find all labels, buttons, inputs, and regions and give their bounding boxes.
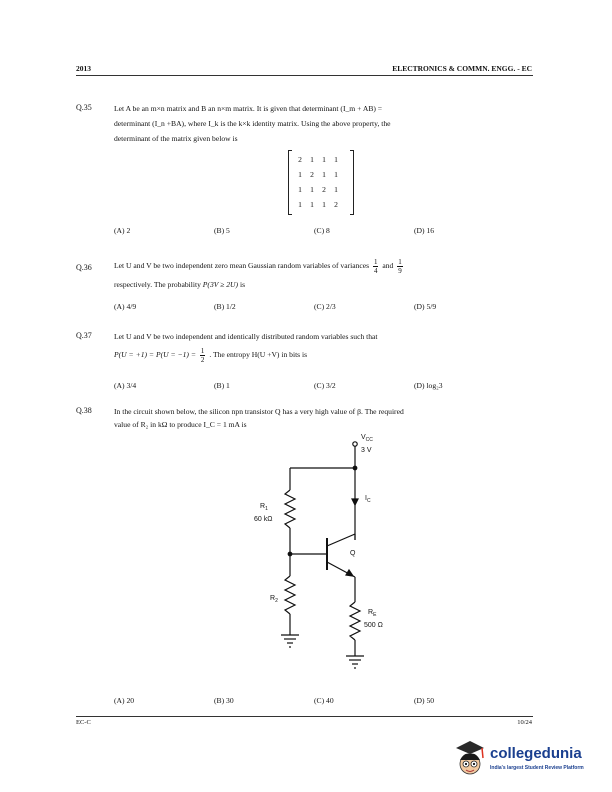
matrix-cell: 1 xyxy=(334,155,338,164)
matrix-row xyxy=(294,182,342,197)
emitter-arrow-icon xyxy=(346,570,353,576)
q37-expression: P(U = +1) = P(U = −1) = xyxy=(114,350,196,359)
q36-line2-text: respectively. The probability xyxy=(114,280,201,289)
r1-resistor xyxy=(285,490,295,528)
mascot-cap xyxy=(456,741,484,754)
q35-option-c: (C) 8 xyxy=(314,226,330,235)
header-subject: ELECTRONICS & COMMN. ENGG. - EC xyxy=(392,64,532,73)
matrix-row xyxy=(294,197,342,212)
logo-wordmark: collegedunia xyxy=(490,745,582,762)
r2-label xyxy=(270,595,278,604)
mascot-tassel xyxy=(482,748,483,758)
frac-den: 4 xyxy=(373,266,378,275)
matrix-cell: 1 xyxy=(298,170,302,179)
q36-line2-end: is xyxy=(239,280,246,289)
q35-line3: determinant of the matrix given below is xyxy=(114,134,238,143)
collegedunia-mascot-icon xyxy=(452,738,488,780)
q36-text xyxy=(114,255,532,292)
q37-line2-end: . The entropy H(U +V) in bits is xyxy=(209,350,308,359)
vcc-label-sub: CC xyxy=(365,437,373,443)
q37-text xyxy=(114,329,532,366)
footer-page-number: 10/24 xyxy=(517,719,532,726)
matrix-cell: 1 xyxy=(310,200,314,209)
re-label xyxy=(368,609,377,618)
q38-option-a: (A) 20 xyxy=(114,696,135,705)
q36-option-c: (C) 2/3 xyxy=(314,302,336,311)
q35-number: Q.35 xyxy=(76,103,92,112)
circuit-diagram xyxy=(230,430,430,690)
logo-tagline: India's largest Student Review Platform xyxy=(490,765,584,771)
q37-line1: Let U and V be two independent and identically distributed random variables such that xyxy=(114,332,378,341)
vcc-label xyxy=(361,434,373,443)
q37-option-a: (A) 3/4 xyxy=(114,381,137,390)
vcc-terminal xyxy=(353,442,357,446)
matrix-cell: 1 xyxy=(298,185,302,194)
matrix-cell: 1 xyxy=(322,200,326,209)
q36-option-a: (A) 4/9 xyxy=(114,302,137,311)
r2-label-main: R xyxy=(270,595,276,602)
matrix-cell: 1 xyxy=(310,185,314,194)
matrix-right-bracket xyxy=(350,150,354,215)
q36-option-d: (D) 5/9 xyxy=(414,302,437,311)
matrix-left-bracket xyxy=(288,150,292,215)
transistor-collector-lead xyxy=(327,534,355,546)
frac-num: 1 xyxy=(398,257,402,266)
q37-frac xyxy=(200,347,206,364)
frac-num: 1 xyxy=(373,257,378,266)
matrix-cell: 1 xyxy=(310,155,314,164)
r1-label xyxy=(260,503,268,512)
q36-number: Q.36 xyxy=(76,263,92,272)
q35-matrix xyxy=(288,150,354,214)
matrix-cell: 1 xyxy=(334,170,338,179)
q38-text xyxy=(114,405,532,431)
ic-label xyxy=(365,495,371,504)
matrix-table xyxy=(294,152,342,212)
matrix-cell: 2 xyxy=(298,155,302,164)
matrix-cell: 1 xyxy=(322,170,326,179)
re-resistor xyxy=(350,602,360,640)
matrix-cell: 2 xyxy=(310,170,314,179)
q36-line1 xyxy=(114,255,532,277)
matrix-cell: 1 xyxy=(322,155,326,164)
q38-option-d: (D) 50 xyxy=(414,696,435,705)
ic-label-sub: C xyxy=(366,498,371,504)
q36-frac2 xyxy=(397,258,403,275)
q38-option-c: (C) 40 xyxy=(314,696,334,705)
vcc-value: 3 V xyxy=(361,447,372,454)
mascot-hair xyxy=(460,754,480,760)
q35-option-d: (D) 16 xyxy=(414,226,435,235)
frac-num: 1 xyxy=(200,346,205,355)
q37-option-b: (B) 1 xyxy=(214,381,230,390)
frac-den: 2 xyxy=(200,355,205,364)
r1-value: 60 kΩ xyxy=(254,516,273,523)
matrix-cell: 2 xyxy=(322,185,326,194)
ic-label-main: I xyxy=(365,495,367,502)
q38-line2: value of R₂ in kΩ to produce I_C = 1 mA is xyxy=(114,420,247,429)
matrix-cell: 2 xyxy=(334,200,338,209)
q36-and: and xyxy=(382,261,394,270)
footer-paper-code: EC-C xyxy=(76,719,91,726)
ic-arrow-icon xyxy=(352,499,358,505)
header-year: 2013 xyxy=(76,64,91,73)
transistor-label: Q xyxy=(350,550,356,557)
q36-line2 xyxy=(114,277,532,292)
q37-line2 xyxy=(114,344,532,366)
q36-option-b: (B) 1/2 xyxy=(214,302,236,311)
q36-line1-text: Let U and V be two independent zero mean Gaussian random variables of variances xyxy=(114,261,370,270)
q37-option-d: (D) log₂3 xyxy=(414,381,443,390)
matrix-row xyxy=(294,152,342,167)
q38-number: Q.38 xyxy=(76,406,92,415)
q36-expression: P(3V ≥ 2U) xyxy=(202,280,239,289)
frac-den: 9 xyxy=(398,266,402,275)
r2-resistor xyxy=(285,576,295,614)
mascot-pupil xyxy=(473,763,475,765)
mascot-pupil xyxy=(465,763,467,765)
vcc-label-main: V xyxy=(361,434,366,441)
q36-frac1 xyxy=(373,258,379,275)
q35-line2: determinant (I_n +BA), where I_k is the k×k identity matrix. Using the above property, the xyxy=(114,119,391,128)
q35-line1: Let A be an m×n matrix and B an n×m matrix. It is given that determinant (I_m + AB) = xyxy=(114,104,383,113)
emitter-join xyxy=(353,576,355,577)
q38-option-b: (B) 30 xyxy=(214,696,234,705)
q38-line1: In the circuit shown below, the silicon npn transistor Q has a very high value of β. The required xyxy=(114,407,404,416)
matrix-cell: 1 xyxy=(298,200,302,209)
q35-option-b: (B) 5 xyxy=(214,226,230,235)
re-value: 500 Ω xyxy=(364,622,383,629)
header-rule xyxy=(76,75,533,76)
re-label-sub: E xyxy=(373,612,377,618)
r1-label-sub: 1 xyxy=(265,506,268,512)
r1-label-main: R xyxy=(260,503,266,510)
q35-option-a: (A) 2 xyxy=(114,226,131,235)
r2-label-sub: 2 xyxy=(275,598,278,604)
q35-text xyxy=(114,101,532,146)
footer-rule xyxy=(76,716,533,717)
matrix-cell: 1 xyxy=(334,185,338,194)
re-label-main: R xyxy=(368,609,374,616)
matrix-row xyxy=(294,167,342,182)
q37-option-c: (C) 3/2 xyxy=(314,381,336,390)
q37-number: Q.37 xyxy=(76,331,92,340)
